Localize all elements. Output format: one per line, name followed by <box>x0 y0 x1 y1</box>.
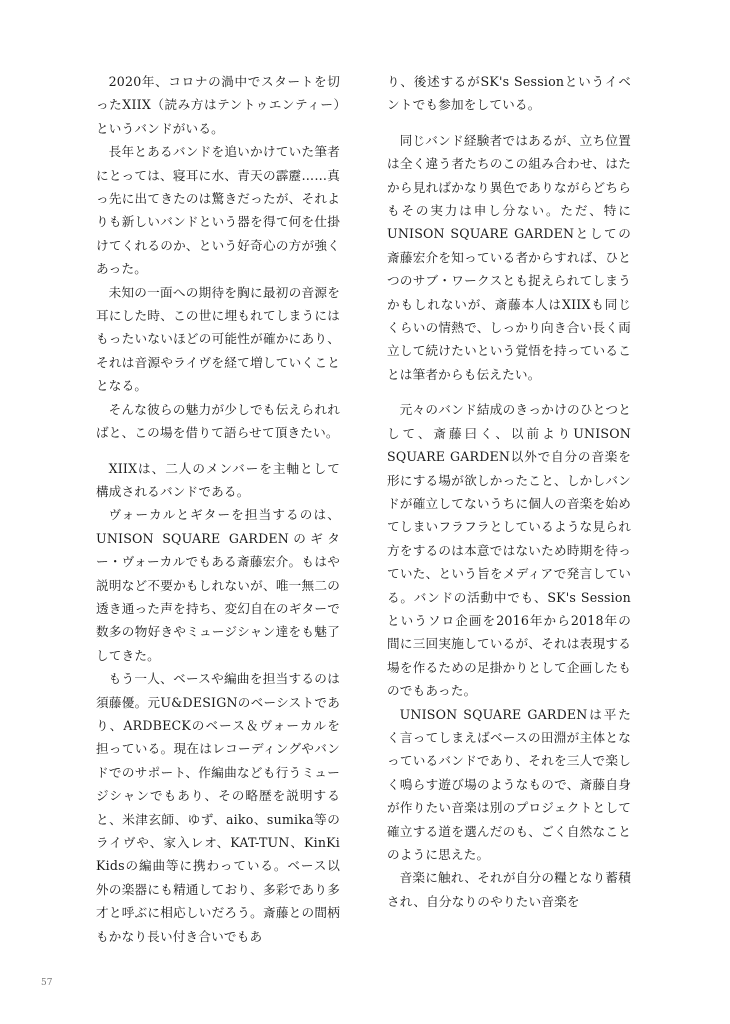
right-text-column <box>387 70 631 913</box>
paragraph: 2020年、コロナの渦中でスタートを切ったXIIX（読み方はテントゥエンティー）というバンドがいる。 <box>96 74 340 136</box>
paragraph: UNISON SQUARE GARDENは平たく言ってしまえばベースの田淵が主体となっているバンドであり、それを三人で楽しく鳴らす遊び場のようなもので、斎藤自身が作りたい音楽は別のプロジェクトとして確立する道を選んだのも、ごく自然なことのように思えた。 <box>387 706 631 862</box>
left-text-column <box>96 70 340 948</box>
page-number: 57 <box>41 978 53 988</box>
paragraph: 未知の一面への期待を胸に最初の音源を耳にした時、この世に埋もれてしまうにはもったいないほどの可能性が確かにあり、それは音源やライヴを経て増していくこととなる。 <box>96 284 340 394</box>
paragraph: 長年とあるバンドを追いかけていた筆者にとっては、寝耳に水、青天の霹靂……真っ先に出てきたのは驚きだったが、それよりも新しいバンドという器を得て何を仕掛けてくれるのか、という好奇心の方が強くあった。 <box>96 144 340 277</box>
paragraph: そんな彼らの魅力が少しでも伝えられればと、この場を借りて語らせて頂きたい。 <box>96 401 340 441</box>
paragraph: 元々のバンド結成のきっかけのひとつとして、斎藤曰く、以前よりUNISON SQUARE GARDEN以外で自分の音楽を形にする場が欲しかったこと、しかしバンドが確立してないうちに個人の音楽を始めてしまいフラフラとしているような見られ方をするのは本意ではないため時期を待っていた、という旨をメディアで発言している。バンドの活動中でも、SK's Sessionというソロ企画を2016年から2018年の間に三回実施しているが、それは表現する場を作るための足掛かりとして企画したものでもあった。 <box>387 402 631 699</box>
paragraph: XIIXは、二人のメンバーを主軸として構成されるバンドである。 <box>96 460 340 499</box>
paragraph: ヴォーカルとギターを担当するのは、UNISON SQUARE GARDENのギター・ヴォーカルでもある斎藤宏介。もはや説明など不要かもしれないが、唯一無二の透き通った声を持ち、変幻自在のギターで数多の物好きやミュージシャン達をも魅了してきた。 <box>96 507 340 663</box>
paragraph: 音楽に触れ、それが自分の糧となり蓄積され、自分なりのやりたい音楽を <box>387 870 631 909</box>
paragraph-continued: り、後述するがSK's Sessionというイベントでも参加をしている。 <box>387 74 631 113</box>
paragraph: 同じバンド経験者ではあるが、立ち位置は全く違う者たちのこの組み合わせ、はたから見ればかなり異色でありながらどちらもその実力は申し分ない。ただ、特にUNISON SQUARE GARDENとしての斎藤宏介を知っている者からすれば、ひとつのサブ・ワークスとも捉えられてしまうかもしれないが、斎藤本人はXIIXも同じくらいの情熱で、しっかり向き合い長く両立して続けたいという覚悟を持っていることは筆者からも伝えたい。 <box>387 132 631 382</box>
paragraph: もう一人、ベースや編曲を担当するのは須藤優。元U&DESIGNのベーシストであり、ARDBECKのベース＆ヴォーカルを担っている。現在はレコーディングやバンドでのサポート、作編曲なども行うミュージシャンでもあり、その略歴を説明すると、米津玄師、ゆず、aiko、sumika等のライヴや、家入レオ、KAT-TUN、KinKi Kidsの編曲等に携わっている。ベース以外の楽器にも精通しており、多彩であり多才と呼ぶに相応しいだろう。斎藤との間柄もかなり長い付き合いでもあ <box>96 671 340 944</box>
